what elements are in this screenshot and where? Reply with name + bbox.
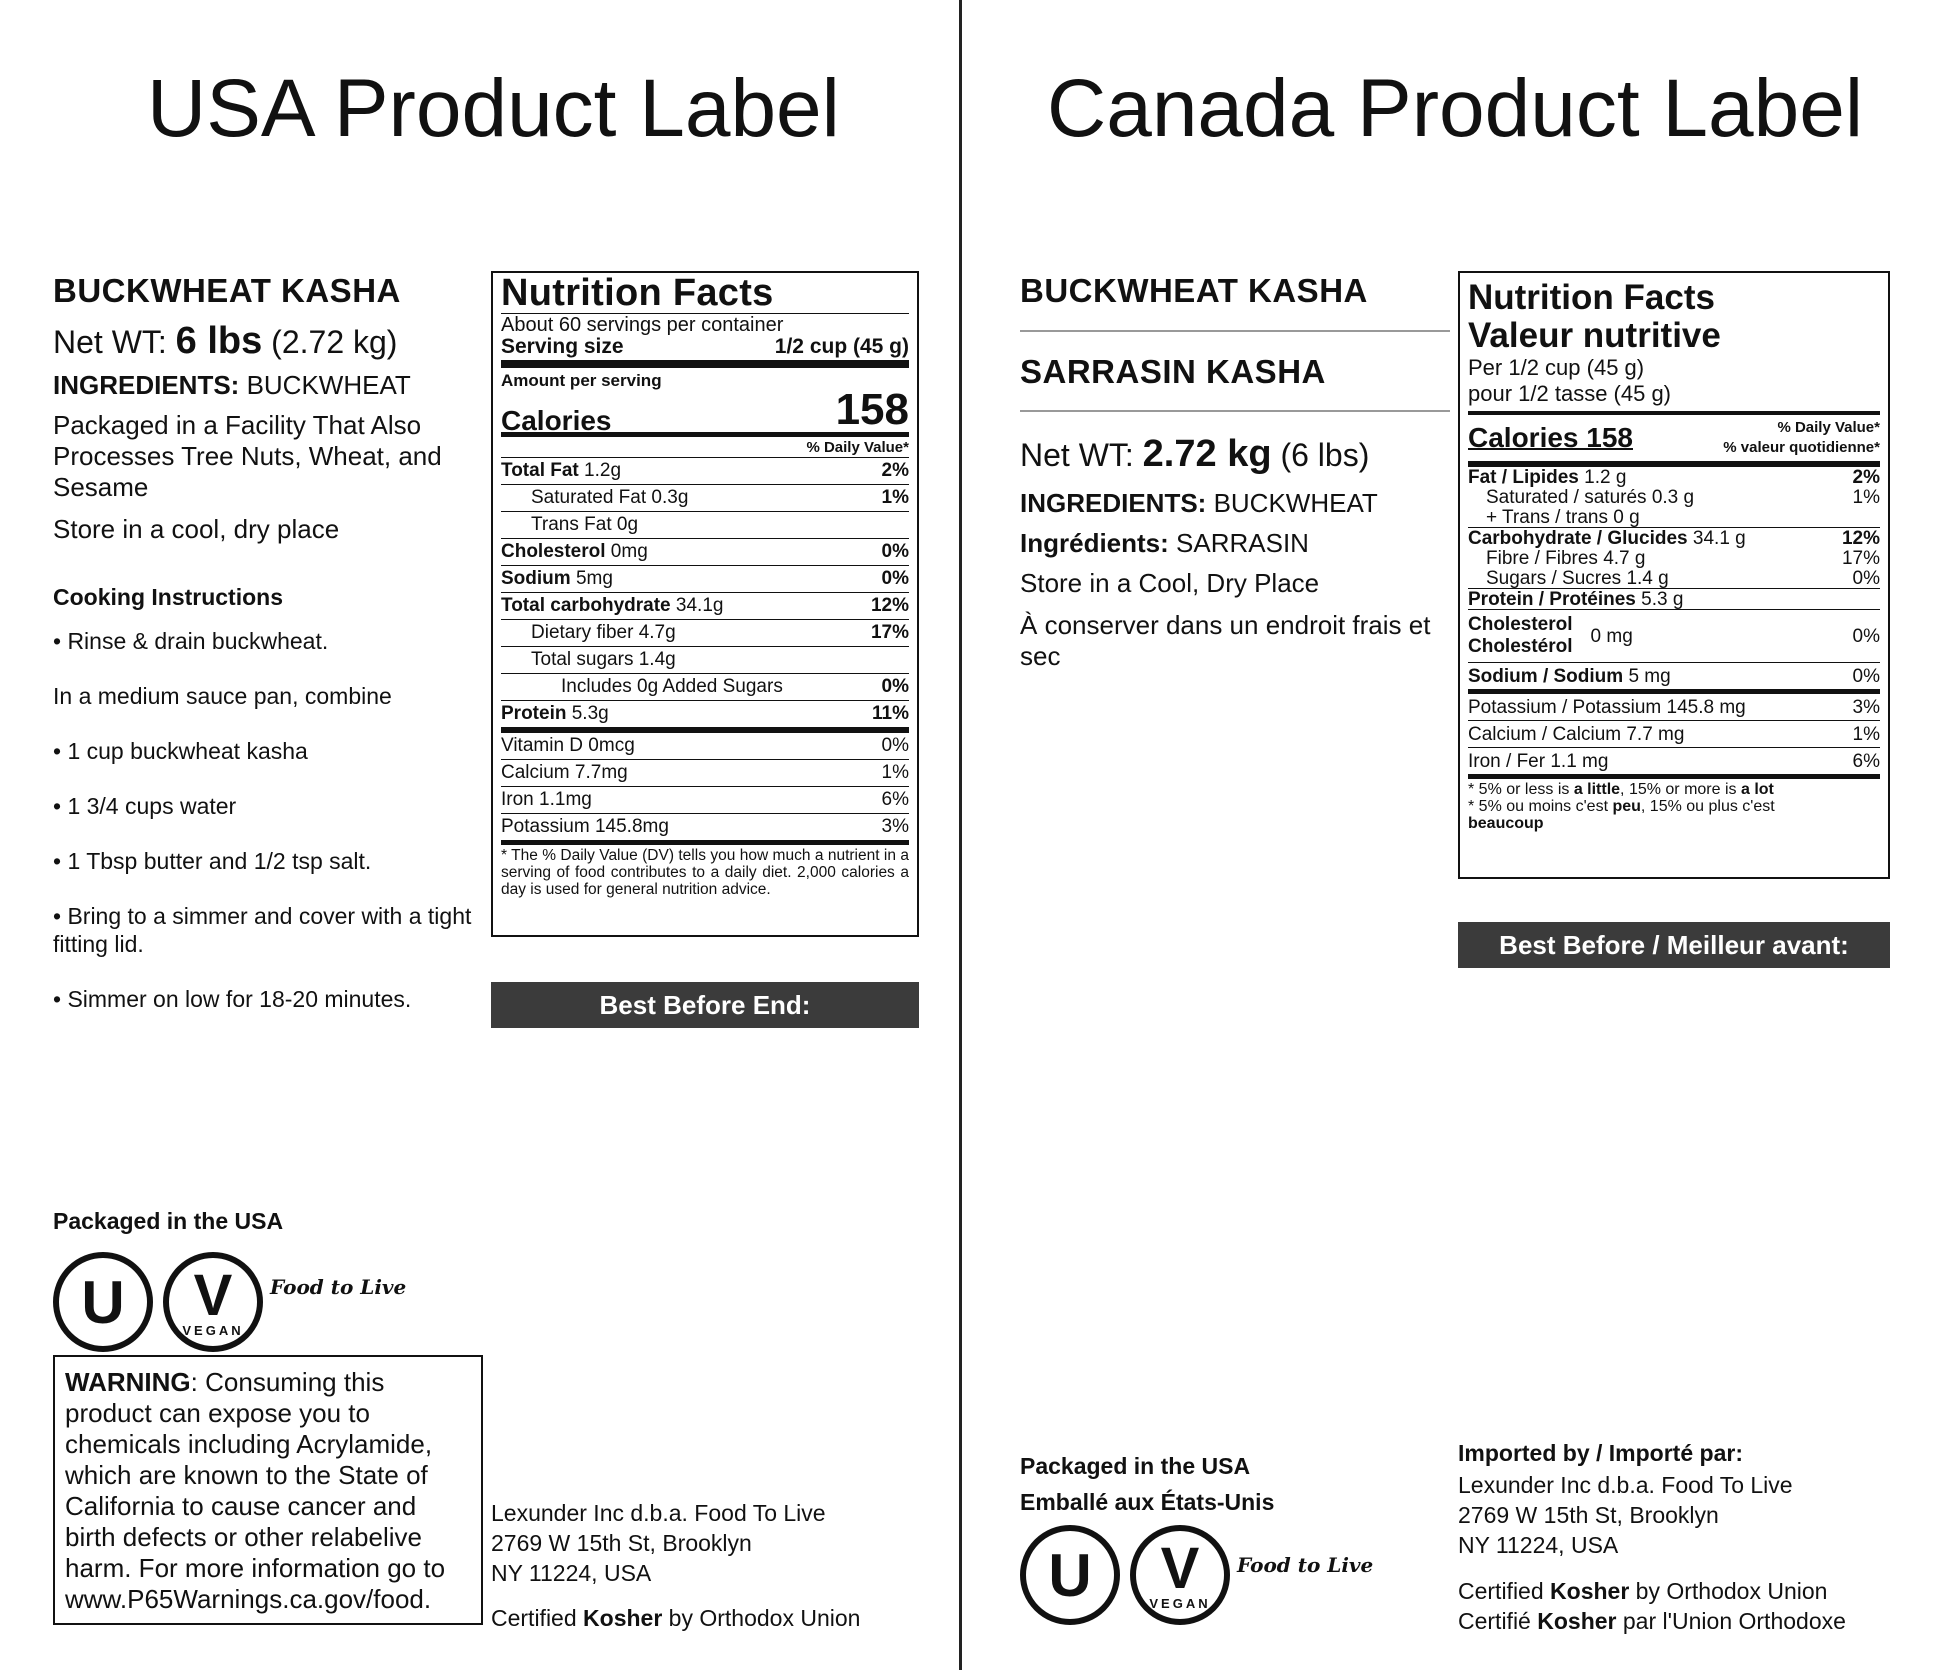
cooking-step: • Bring to a simmer and cover with a tight fitting lid. <box>53 903 472 957</box>
usa-packaged-in: Packaged in the USA <box>53 1208 284 1234</box>
usa-product-name: BUCKWHEAT KASHA <box>53 272 401 309</box>
nutrient-row: Includes 0g Added Sugars 0% <box>501 673 909 700</box>
serving-per-en: Per 1/2 cup (45 g) <box>1468 355 1645 380</box>
nutrient-row: Total carbohydrate 34.1g 12% <box>501 592 909 619</box>
divider-line <box>1020 410 1450 412</box>
cooking-step: • 1 Tbsp butter and 1/2 tsp salt. <box>53 848 372 874</box>
prop65-warning-box: WARNING: Consuming this product can expose you to chemicals including Acrylamide, which are known to the State of California to cause cancer and birth defects or other relabelive harm. For more information go to www.P65Warnings.ca.gov/food. <box>53 1355 483 1625</box>
nutrient-row: Sugars / Sucres 1.4 g 0% <box>1486 567 1880 589</box>
daily-value-header: % Daily Value* <box>806 439 909 456</box>
usa-nutrition-facts-panel <box>491 271 919 937</box>
kosher-ou-logo-icon: U <box>53 1252 153 1352</box>
food-to-live-logo-icon: Food to Live <box>1237 1553 1374 1577</box>
serving-per-fr: pour 1/2 tasse (45 g) <box>1468 381 1880 415</box>
nutrient-row: Total sugars 1.4g <box>501 646 909 673</box>
canada-product-name-en: BUCKWHEAT KASHA <box>1020 272 1368 309</box>
usa-facility-note: Packaged in a Facility That Also Processes Tree Nuts, Wheat, and Sesame <box>53 410 442 502</box>
nutrient-row: + Trans / trans 0 g <box>1486 506 1640 528</box>
nutrient-row: Saturated Fat 0.3g 1% <box>501 484 909 511</box>
kosher-ou-logo-icon: U <box>1020 1525 1120 1625</box>
canada-kosher-cert: Certified Kosher by Orthodox Union Certifié Kosher par l'Union Orthodoxe <box>1458 1578 1846 1634</box>
canada-label-title: Canada Product Label <box>1047 63 1864 154</box>
usa-cooking-title: Cooking Instructions <box>53 584 283 610</box>
canada-storage-fr: À conserver dans un endroit frais et sec <box>1020 610 1431 671</box>
vegan-logo-icon: V VEGAN <box>163 1252 263 1352</box>
section-divider <box>959 0 962 1670</box>
usa-net-weight: Net WT: 6 lbs (2.72 kg) <box>53 320 398 362</box>
usa-ingredients: INGREDIENTS: BUCKWHEAT <box>53 370 411 400</box>
nutrient-row: Sodium 5mg 0% <box>501 565 909 592</box>
nutrient-row: Fat / Lipides 1.2 g 2% <box>1468 466 1880 488</box>
canada-packaged-in: Packaged in the USA Emballé aux États-Unis <box>1020 1453 1275 1515</box>
canada-storage-en: Store in a Cool, Dry Place <box>1020 568 1320 598</box>
cholesterol-row: Cholesterol Cholestérol 0 mg 0% <box>1468 609 1880 662</box>
nutrient-row: Total Fat 1.2g 2% <box>501 457 909 484</box>
canada-product-name-fr: SARRASIN KASHA <box>1020 353 1326 390</box>
nutrient-row: Potassium 145.8mg 3% <box>501 813 909 840</box>
nutrient-row: Carbohydrate / Glucides 34.1 g 12% <box>1468 527 1880 549</box>
nutrient-row: Saturated / saturés 0.3 g 1% <box>1486 486 1880 508</box>
dv-footnote: * 5% or less is a little, 15% or more is a lot * 5% ou moins c'est peu, 15% ou plus c'est beaucoup <box>1468 774 1880 832</box>
potassium-row: Potassium / Potassium 145.8 mg 3% <box>1468 689 1880 720</box>
canada-net-weight: Net WT: 2.72 kg (6 lbs) <box>1020 433 1370 475</box>
usa-address: Lexunder Inc d.b.a. Food To Live 2769 W 15th St, Brooklyn NY 11224, USA <box>491 1500 826 1586</box>
nutrient-row: Trans Fat 0g <box>501 511 909 538</box>
nutrient-row: Fibre / Fibres 4.7 g 17% <box>1486 547 1880 569</box>
imported-by: Imported by / Importé par: <box>1458 1440 1743 1466</box>
canada-ingredients-en: INGREDIENTS: BUCKWHEAT <box>1020 488 1378 518</box>
nutrient-row: Calcium 7.7mg 1% <box>501 759 909 786</box>
cooking-step: • Rinse & drain buckwheat. <box>53 628 329 654</box>
cooking-step: • Simmer on low for 18-20 minutes. <box>53 986 412 1012</box>
cooking-step: • 1 3/4 cups water <box>53 793 237 819</box>
food-to-live-logo-icon: Food to Live <box>270 1275 407 1299</box>
usa-cooking-steps <box>53 627 473 1013</box>
nutrient-row: Vitamin D 0mcg 0% <box>501 727 909 759</box>
serving-size-row: Serving size 1/2 cup (45 g) <box>501 336 909 368</box>
usa-kosher-cert: Certified Kosher by Orthodox Union <box>491 1605 861 1631</box>
valeur-nutritive-title: Valeur nutritive <box>1468 316 1721 355</box>
amount-per-serving: Amount per serving <box>501 371 662 390</box>
usa-storage: Store in a cool, dry place <box>53 514 340 544</box>
best-before-end-bar: Best Before End: <box>491 982 919 1028</box>
nutrient-row: Iron 1.1mg 6% <box>501 786 909 813</box>
daily-value-footnote: * The % Daily Value (DV) tells you how much a nutrient in a serving of food contributes to a daily diet. 2,000 calories a day is used for general nutrition advice. <box>501 840 909 898</box>
usa-label-title: USA Product Label <box>147 63 840 154</box>
usa-nutrient-rows <box>501 457 909 840</box>
canada-nutrient-rows <box>1468 467 1880 609</box>
sodium-row: Sodium / Sodium 5 mg 0% <box>1468 662 1880 689</box>
nutrient-row: Dietary fiber 4.7g 17% <box>501 619 909 646</box>
divider-line <box>1020 330 1450 332</box>
nutrition-facts-title: Nutrition Facts <box>501 273 909 314</box>
cooking-step: In a medium sauce pan, combine <box>53 683 392 709</box>
nutrient-row: Protein / Protéines 5.3 g <box>1468 588 1880 609</box>
best-before-bar: Best Before / Meilleur avant: <box>1458 922 1890 968</box>
nutrition-facts-title: Nutrition Facts <box>1468 278 1715 317</box>
cooking-step: • 1 cup buckwheat kasha <box>53 738 308 764</box>
nutrient-row: Protein 5.3g 11% <box>501 700 909 727</box>
canada-address: Lexunder Inc d.b.a. Food To Live 2769 W 15th St, Brooklyn NY 11224, USA <box>1458 1472 1793 1558</box>
canada-ingredients-fr: Ingrédients: SARRASIN <box>1020 528 1309 558</box>
vegan-logo-icon: V VEGAN <box>1130 1525 1230 1625</box>
calcium-row: Calcium / Calcium 7.7 mg 1% <box>1468 720 1880 747</box>
servings-per-container: About 60 servings per container <box>501 314 784 336</box>
calories-row: Calories 158 % Daily Value* % valeur quotidienne* <box>1468 415 1880 467</box>
calories-row: Calories 158 <box>501 385 909 436</box>
iron-row: Iron / Fer 1.1 mg 6% <box>1468 747 1880 774</box>
nutrient-row: Cholesterol 0mg 0% <box>501 538 909 565</box>
canada-nutrition-facts-panel <box>1458 271 1890 879</box>
